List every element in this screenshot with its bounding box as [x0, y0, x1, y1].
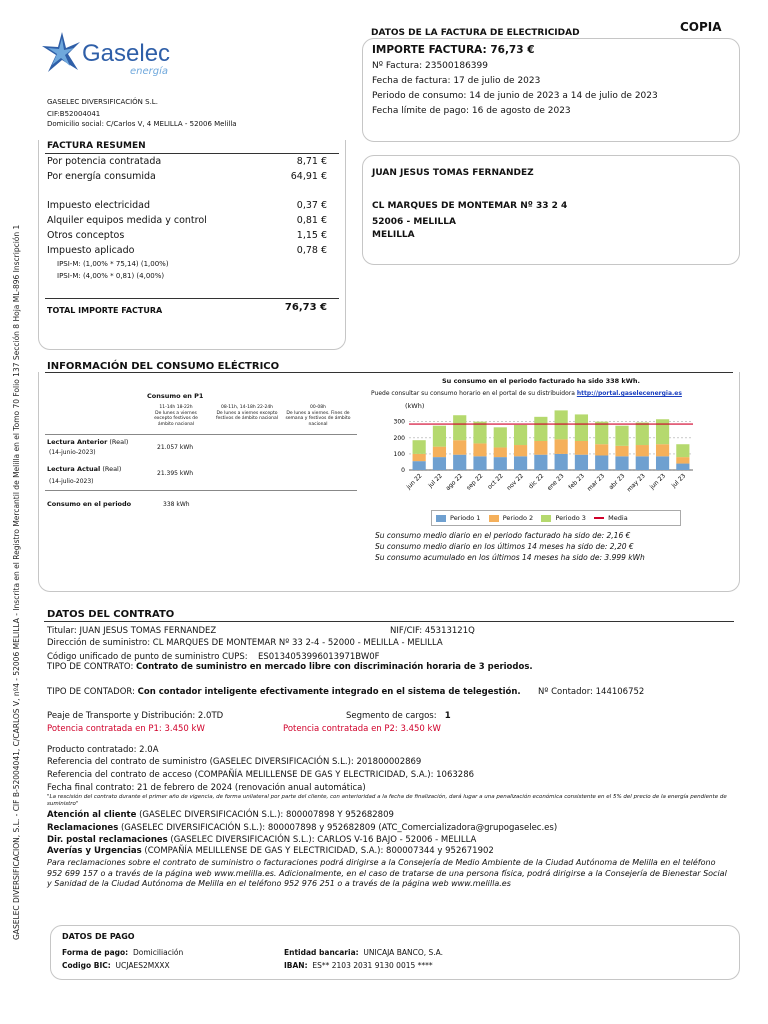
bar-periodo-3: [676, 444, 689, 457]
p1-title: Consumo en P1: [147, 392, 204, 400]
total-value: 76,73 €: [284, 302, 327, 313]
logo-subtitle: energía: [130, 66, 169, 77]
y-tick-label: 0: [401, 467, 405, 474]
bar-periodo-1: [534, 455, 547, 470]
segment: Segmento de cargos: 1: [346, 711, 451, 721]
period-col-2: 08-11h, 14-18h 22-24h De lunes a viernes excepto festivos de ámbito nacional: [215, 405, 279, 421]
bar-periodo-1: [433, 457, 446, 470]
legend-p3: Periodo 3: [541, 514, 585, 522]
cups-value: ES0134053996013971BW0F: [258, 652, 380, 662]
bar-periodo-3: [575, 414, 588, 441]
bar-periodo-3: [473, 422, 486, 444]
bar-periodo-2: [413, 454, 426, 461]
x-tick-label: ene 23: [545, 472, 566, 493]
x-tick-label: may 23: [625, 472, 647, 494]
summary-line-electricity-tax: Impuesto electricidad 0,37 €: [47, 200, 327, 211]
bar-periodo-2: [453, 440, 466, 455]
bar-periodo-3: [534, 417, 547, 441]
avg-daily-period: Su consumo medio diario en el periodo facturado ha sido de: 2,16 €: [375, 531, 631, 540]
invoice-period: Periodo de consumo: 14 de junio de 2023 a 14 de julio de 2023: [372, 91, 658, 101]
y-tick-label: 300: [393, 418, 405, 426]
bar-periodo-2: [636, 445, 649, 456]
bar-periodo-3: [514, 425, 527, 445]
bar-periodo-2: [575, 441, 588, 455]
summary-box: [38, 140, 346, 350]
product: Producto contratado: 2.0A: [47, 745, 159, 755]
ref-access: Referencia del contrato de acceso (COMPAÑÍA MELILLENSE DE GAS Y ELECTRICIDAD, S.A.): 1063286: [47, 770, 475, 780]
payment-method: Forma de pago: Domiciliación: [62, 948, 184, 957]
curr-reading-value: 21.395 kWh: [157, 470, 194, 477]
summary-line-energy: Por energía consumida 64,91 €: [47, 171, 327, 182]
x-tick-label: jul 22: [427, 472, 444, 490]
star-logo-icon: [40, 28, 84, 78]
prev-reading-value: 21.057 kWh: [157, 444, 194, 451]
legend-p2: Periodo 2: [489, 514, 533, 522]
toll: Peaje de Transporte y Distribución: 2.0TD: [47, 711, 224, 721]
consumption-chart: [369, 408, 699, 508]
summary-line-tax: Impuesto aplicado 0,78 €: [47, 245, 327, 256]
x-tick-label: dic 22: [527, 472, 546, 491]
copy-label: COPIA: [680, 20, 722, 34]
bar-periodo-3: [555, 410, 568, 439]
summary-line-meter-rental: Alquiler equipos medida y control 0,81 €: [47, 215, 327, 226]
invoice-date: Fecha de factura: 17 de julio de 2023: [372, 76, 541, 86]
chart-title: Su consumo en el periodo facturado ha sido 338 kWh.: [442, 377, 641, 385]
x-tick-label: oct 22: [486, 472, 505, 491]
invoice-due-date: Fecha límite de pago: 16 de agosto de 2023: [372, 106, 571, 116]
period-col-1: 11-14h 18-22h De lunes a viernes excepto festivos de ámbito nacional: [154, 405, 198, 427]
x-tick-label: nov 22: [505, 472, 525, 492]
supply-address: Dirección de suministro: CL MARQUES DE MONTEMAR Nº 33 2-4 - 52000 - MELILLA - MELILLA: [47, 638, 443, 648]
bar-periodo-1: [595, 456, 608, 471]
power-p1: Potencia contratada en P1: 3.450 kW: [47, 724, 205, 734]
payment-box: [50, 925, 740, 980]
bank-entity: Entidad bancaria: UNICAJA BANCO, S.A.: [284, 948, 444, 957]
bar-periodo-1: [514, 456, 527, 470]
payment-title: DATOS DE PAGO: [62, 932, 135, 941]
bar-periodo-2: [595, 444, 608, 455]
contract-holder: Titular: JUAN JESUS TOMAS FERNANDEZ: [47, 626, 217, 636]
bar-periodo-1: [636, 456, 649, 470]
bar-periodo-1: [453, 455, 466, 470]
y-tick-label: 200: [393, 434, 405, 442]
y-tick-label: 100: [393, 450, 405, 458]
bar-periodo-2: [555, 439, 568, 454]
bar-periodo-1: [615, 456, 628, 470]
period-consumption-value: 338 kWh: [163, 501, 190, 508]
ipsi-line-2: IPSI-M: (4,00% * 0,81) (4,00%): [57, 272, 165, 280]
bar-periodo-2: [615, 446, 628, 456]
total-14m: Su consumo acumulado en los últimos 14 meses ha sido de: 3.999 kWh: [375, 553, 645, 562]
claims-phone: Reclamaciones (GASELEC DIVERSIFICACIÓN S.L.): 800007898 y 952682809 (ATC_Comercializadora@grupogaselec.es): [47, 823, 558, 833]
bar-periodo-2: [676, 457, 689, 463]
faults: Averías y Urgencias (COMPAÑÍA MELILLENSE DE GAS Y ELECTRICIDAD, S.A.): 800007344 y 952671902: [47, 846, 494, 856]
x-tick-label: jun 23: [648, 472, 667, 491]
legend-mean: Media: [594, 514, 628, 522]
bar-periodo-1: [676, 464, 689, 470]
customer-street: CL MARQUES DE MONTEMAR Nº 33 2 4: [372, 201, 568, 211]
ipsi-line-1: IPSI-M: (1,00% * 75,14) (1,00%): [57, 260, 169, 268]
y-axis-label: (kWh): [405, 402, 425, 410]
power-p2: Potencia contratada en P2: 3.450 kW: [283, 724, 441, 734]
company-address: Domicilio social: C/Carlos V, 4 MELILLA - 52006 Melilla: [47, 120, 237, 128]
prev-reading-label: Lectura Anterior (Real): [47, 438, 129, 446]
bar-periodo-1: [413, 461, 426, 470]
legal-side-text: GASELEC DIVERSIFICACION, S.L. - CIF B-52004041, C/CARLOS V, nº4 - 52006 MELILLA - Inscrita en el Registro Mercantil de Melilla en el Tomo 70 Folio 137 Sección 8 Hoja ML-896 Inscripción 1: [12, 224, 21, 940]
consumption-title: INFORMACIÓN DEL CONSUMO ELÉCTRICO: [47, 361, 280, 372]
bar-periodo-3: [595, 422, 608, 445]
claims-text: Para reclamaciones sobre el contrato de suministro o facturaciones podrá dirigirse a la Consejería de Medio Ambiente de la Ciudad Autónoma de Melilla en el teléfono 952 699 157 o a través de la página web www.melilla.es. Adicionalmente, en el caso de tratarse de una persona física, podrá dirigirse a la Consejería de Bienestar Social y Sanidad de la Ciudad Autónoma de Melilla en el teléfono 952 976 251 o a través de la página web www.melilla.es: [47, 858, 727, 888]
portal-text: Puede consultar su consumo horario en el portal de su distribuidora http://portal.gaselecenergia.es: [371, 390, 682, 397]
x-tick-label: ago 22: [444, 472, 465, 493]
company-name: GASELEC DIVERSIFICACIÓN S.L.: [47, 98, 158, 106]
x-tick-label: feb 23: [567, 472, 586, 491]
x-tick-label: jul 23: [670, 472, 688, 490]
bar-periodo-3: [494, 427, 507, 447]
bar-periodo-1: [555, 454, 568, 470]
legend-p1: Periodo 1: [436, 514, 480, 522]
rescission-note: "La rescisión del contrato durante el primer año de vigencia, de forma unilateral por parte del cliente, con anterioridad a la fecha de finalización, dará lugar a una penalización económica consistente en el 5% del precio de la energía pendiente de suministro": [47, 794, 727, 807]
meter-type: TIPO DE CONTADOR: Con contador inteligente efectivamente integrado en el sistema de telegestión.: [47, 687, 521, 697]
ref-supply: Referencia del contrato de suministro (GASELEC DIVERSIFICACIÓN S.L.): 201800002869: [47, 757, 422, 767]
bar-periodo-3: [413, 440, 426, 454]
summary-line-other: Otros conceptos 1,15 €: [47, 230, 327, 241]
bar-periodo-1: [656, 456, 669, 470]
bar-periodo-2: [473, 443, 486, 456]
bar-periodo-3: [615, 426, 628, 446]
bar-periodo-3: [656, 419, 669, 444]
prev-reading-date: (14-junio-2023): [49, 449, 96, 456]
customer-region: MELILLA: [372, 230, 415, 240]
bar-periodo-1: [473, 456, 486, 470]
customer-box: [362, 155, 740, 265]
postal-claims: Dir. postal reclamaciones (GASELEC DIVERSIFICACIÓN S.L.): CARLOS V-16 BAJO - 52006 - MELILLA: [47, 835, 477, 845]
bic-code: Codigo BIC: UCJAES2MXXX: [62, 961, 170, 970]
invoice-box: [362, 38, 740, 142]
x-tick-label: jun 22: [405, 472, 424, 491]
total-label: TOTAL IMPORTE FACTURA: [47, 306, 163, 315]
bar-periodo-1: [494, 457, 507, 470]
bar-periodo-3: [453, 415, 466, 440]
customer-name: JUAN JESUS TOMAS FERNANDEZ: [372, 168, 534, 178]
invoice-number: Nº Factura: 23500186399: [372, 61, 488, 71]
logo-name: Gaselec: [82, 40, 171, 67]
period-col-3: 00-08h De lunes a viernes. Fines de semana y festivos de ámbito nacional: [285, 405, 351, 427]
iban: IBAN: ES** 2103 2031 9130 0015 ****: [284, 961, 433, 970]
contract-nif: NIF/CIF: 45313121Q: [390, 626, 475, 636]
bar-periodo-3: [433, 426, 446, 447]
bar-periodo-1: [575, 455, 588, 470]
portal-link[interactable]: http://portal.gaselecenergia.es: [576, 390, 682, 397]
summary-title: FACTURA RESUMEN: [47, 141, 146, 151]
meter-number: Nº Contador: 144106752: [538, 687, 645, 697]
cups-label: Código unificado de punto de suministro CUPS:: [47, 652, 248, 662]
customer-service: Atención al cliente (GASELEC DIVERSIFICACIÓN S.L.): 800007898 Y 952682809: [47, 810, 394, 820]
company-cif: CIF:B52004041: [47, 110, 101, 118]
bar-periodo-2: [534, 441, 547, 455]
x-tick-label: abr 23: [607, 472, 627, 492]
customer-city: 52006 - MELILLA: [372, 217, 456, 227]
bar-periodo-2: [514, 445, 527, 456]
consumption-box: [38, 372, 740, 592]
x-tick-label: mar 23: [585, 472, 607, 493]
contract-type: TIPO DE CONTRATO: Contrato de suministro en mercado libre con discriminación horaria de 3 periodos.: [47, 662, 533, 672]
curr-reading-label: Lectura Actual (Real): [47, 465, 122, 473]
avg-daily-14m: Su consumo medio diario en los últimos 14 meses ha sido de: 2,20 €: [375, 542, 634, 551]
bar-periodo-3: [636, 422, 649, 445]
bar-periodo-2: [656, 444, 669, 456]
gaselec-logo: [40, 28, 180, 82]
end-date: Fecha final contrato: 21 de febrero de 2024 (renovación anual automática): [47, 783, 366, 793]
curr-reading-date: (14-julio-2023): [49, 478, 94, 485]
chart-legend: [431, 510, 681, 526]
bar-periodo-2: [494, 447, 507, 457]
period-consumption-label: Consumo en el periodo: [47, 500, 132, 508]
bar-periodo-2: [433, 447, 446, 457]
summary-line-power: Por potencia contratada 8,71 €: [47, 156, 327, 167]
x-tick-label: sep 22: [465, 472, 485, 492]
invoice-title: DATOS DE LA FACTURA DE ELECTRICIDAD: [371, 28, 580, 38]
contract-title: DATOS DEL CONTRATO: [47, 609, 175, 620]
invoice-amount: IMPORTE FACTURA: 76,73 €: [372, 44, 535, 56]
